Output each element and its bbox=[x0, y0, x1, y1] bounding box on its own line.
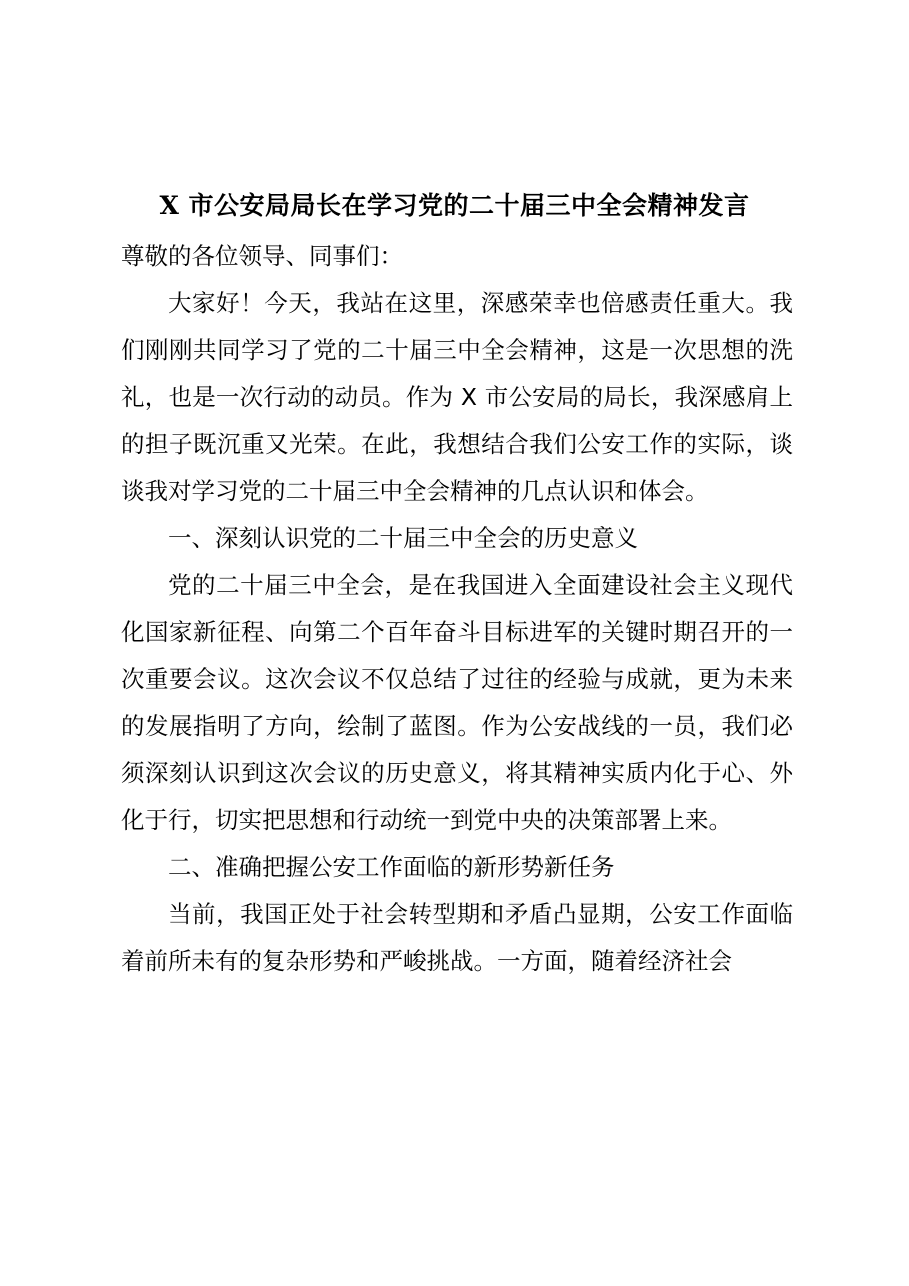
section-heading-2: 二、准确把握公安工作面临的新形势新任务 bbox=[168, 853, 615, 881]
document-body bbox=[121, 233, 793, 985]
paragraph-section-2: 当前，我国正处于社会转型期和矛盾凸显期，公安工作面临着前所未有的复杂形势和严峻挑战。一方面，随着经济社会 bbox=[121, 900, 793, 975]
salutation: 尊敬的各位领导、同事们： bbox=[121, 242, 403, 270]
section-heading-1: 一、深刻认识党的二十届三中全会的历史意义 bbox=[168, 524, 638, 552]
document-title: X 市公安局局长在学习党的二十届三中全会精神发言 bbox=[159, 191, 750, 220]
paragraph-intro: 大家好！今天，我站在这里，深感荣幸也倍感责任重大。我们刚刚共同学习了党的二十届三中全会精神，这是一次思想的洗礼，也是一次行动的动员。作为 X 市公安局的局长，我深感肩上的担子既沉重又光荣。在此，我想结合我们公安工作的实际，谈谈我对学习党的二十届三中全会精神的几点认识和体会。 bbox=[121, 289, 793, 505]
paragraph-section-1: 党的二十届三中全会，是在我国进入全面建设社会主义现代化国家新征程、向第二个百年奋斗目标进军的关键时期召开的一次重要会议。这次会议不仅总结了过往的经验与成就，更为未来的发展指明了方向，绘制了蓝图。作为公安战线的一员，我们必须深刻认识到这次会议的历史意义，将其精神实质内化于心、外化于行，切实把思想和行动统一到党中央的决策部署上来。 bbox=[121, 571, 793, 834]
